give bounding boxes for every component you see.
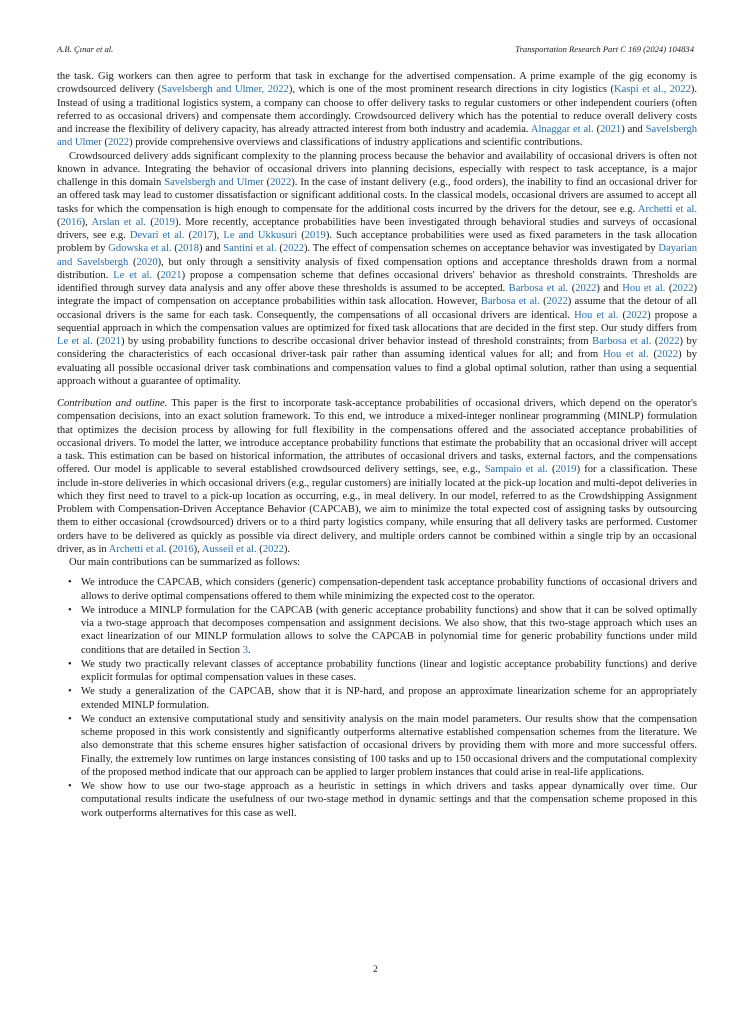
citation-link[interactable]: 2019 bbox=[555, 464, 577, 476]
citation-link[interactable]: 2017 bbox=[192, 230, 214, 241]
list-item: • We study a generalization of the CAPCAB, show that it is NP-hard, and propose an approximate linearization scheme for an appropriately extended MINLP formulation. bbox=[68, 686, 697, 711]
citation-link[interactable]: Devari et al. bbox=[129, 230, 185, 241]
citation-link[interactable]: 2022 bbox=[282, 243, 305, 255]
citation-link[interactable]: 2019 bbox=[153, 216, 175, 228]
citation-link[interactable]: 2022 bbox=[672, 283, 694, 294]
citation-link[interactable]: Sampaio et al. bbox=[484, 464, 548, 476]
running-header bbox=[57, 44, 694, 56]
citation-link[interactable]: 2022 bbox=[626, 309, 648, 321]
citation-link[interactable]: Le et al. bbox=[113, 269, 153, 281]
citation-link[interactable]: Santini et al. bbox=[223, 243, 277, 255]
citation-link[interactable]: Gdowska et al. bbox=[108, 243, 172, 255]
citation-link[interactable]: 2019 bbox=[304, 230, 326, 241]
list-item: • We show how to use our two-stage approach as a heuristic in settings in which drivers and tasks appear dynamically over time. Our computational results indicate the usefulness of our two-stage method in dynamic settings and that the compensation scheme proposed in this work outperforms alternatives for this case as well. bbox=[68, 781, 697, 819]
citation-link[interactable]: Archetti et al. bbox=[108, 543, 167, 555]
citation-link[interactable]: Barbosa et al. bbox=[592, 336, 652, 347]
citation-link[interactable]: 2022 bbox=[657, 349, 679, 361]
citation-link[interactable]: Barbosa et al. bbox=[508, 283, 569, 294]
citation-link[interactable]: Archetti et al. bbox=[637, 203, 697, 215]
citation-link[interactable]: Alnaggar et al. bbox=[530, 124, 594, 135]
paragraph-contribution: Contribution and outline. This paper is the first to incorporate task-acceptance probabilities of occasional drivers, which depend on the operator's compensation decisions, into an exact solution framework. To this end, we introduce a mixed-integer nonlinear programming (MINLP) formulation that optimizes the decision process by allowing for full flexibility in the compensations offered and the associated acceptance probabilities of occasional drivers. To model the latter, we introduce acceptance probability functions that estimate the probability that an occasional driver will accept a task. This estimation can be based on historical information, the attributes of occasional drivers and tasks, external factors, and the compensations offered. Our model is applicable to several established crowdsourced delivery settings, see, e.g., Sampaio et al. (2019) for a classification. These include in-store deliveries in which occasional drivers (e.g., regular customers) are initially located at the pick-up location and multi-depot deliveries in which they first need to travel to a pick-up location as occurring, e.g., in meal delivery. In our model, referred to as the Crowdshipping Assignment Problem with Compensation-Driven Acceptance Behavior (CAPCAB), we aim to minimize the total expected cost of assigning tasks by outsourcing them to either occasional (crowdsourced) drivers or to a third party logistics company, while ensuring that all delivery tasks are performed. Customer orders have to be delivered as quickly as possible via direct delivery, and multiple orders cannot be combined within a single trip by an occasional driver, as in Archetti et al. (2016), Ausseil et al. (2022). bbox=[57, 398, 698, 555]
contributions-list bbox=[57, 576, 697, 820]
bullet-icon: • bbox=[68, 781, 72, 792]
bullet-icon: • bbox=[68, 658, 72, 670]
citation-link[interactable]: 2021 bbox=[160, 269, 182, 281]
bullet-icon: • bbox=[68, 604, 72, 616]
citation-link[interactable]: 2022 bbox=[107, 137, 130, 149]
citation-link[interactable]: 2022 bbox=[575, 283, 597, 294]
citation-link[interactable]: 2020 bbox=[136, 256, 158, 268]
citation-link[interactable]: Hou et al. bbox=[574, 309, 619, 321]
citation-link[interactable]: Savelsbergh and Ulmer bbox=[164, 177, 264, 188]
citation-link[interactable]: 2022 bbox=[658, 336, 680, 347]
citation-link[interactable]: Ausseil et al. bbox=[201, 543, 257, 555]
bullet-icon: • bbox=[68, 577, 72, 589]
citation-link[interactable]: Le et al. bbox=[57, 336, 93, 347]
citation-link[interactable]: 2016 bbox=[172, 543, 194, 555]
citation-link[interactable]: 2021 bbox=[600, 124, 622, 135]
citation-link[interactable]: Savelsbergh and Ulmer bbox=[57, 124, 698, 149]
citation-link[interactable]: Barbosa et al. bbox=[480, 296, 540, 308]
page-body bbox=[57, 70, 697, 821]
citation-link[interactable]: 2016 bbox=[60, 216, 82, 228]
bullet-icon: • bbox=[68, 713, 72, 725]
citation-link[interactable]: Hou et al. bbox=[622, 283, 666, 294]
citation-link[interactable]: Savelsbergh and Ulmer, 2022 bbox=[161, 84, 289, 96]
citation-link[interactable]: Le and Ukkusuri bbox=[223, 230, 298, 241]
citation-link[interactable]: Arslan et al. bbox=[91, 216, 147, 228]
page-number: 2 bbox=[373, 965, 378, 975]
citation-link[interactable]: Kaspi et al., 2022 bbox=[614, 84, 691, 96]
paragraph-intro: the task. Gig workers can then agree to perform that task in exchange for the advertised compensation. A prime example of the gig economy is crowdsourced delivery (Savelsbergh and Ulmer, 2022), which is one of the most prominent research directions in city logistics (Kaspi et al., 2022). Instead of using a traditional logistics system, a company can choose to offer delivery tasks to regular customers or other independent couriers (often referred to as occasional drivers) and compensate them accordingly. Crowdsourced delivery which has the potential to reduce overall delivery costs and increase the flexibility of delivery capacity, has already attracted interest from both industry and academia. Alnaggar et al. (2021) and Savelsbergh and Ulmer (2022) provide comprehensive overviews and classifications of industry applications and scientific contributions. bbox=[57, 71, 698, 149]
citation-link[interactable]: 2022 bbox=[546, 296, 568, 308]
citation-link[interactable]: 2018 bbox=[177, 243, 199, 255]
list-item: • We introduce a MINLP formulation for the CAPCAB (with generic acceptance probability functions) and show that it can be solved optimally via a two-stage approach that decomposes compensation and assignment decisions. We also show, that this two-stage approach which uses an exact linearization of our MINLP formulation allows to solve the CAPCAB in polynomial time for generic probability functions under mild conditions that are detailed in Section 3. bbox=[68, 604, 697, 656]
bullet-icon: • bbox=[68, 686, 72, 698]
citation-link[interactable]: Dayarian and Savelsbergh bbox=[57, 243, 698, 268]
citation-link[interactable]: 2022 bbox=[262, 543, 284, 555]
citation-link[interactable]: 2022 bbox=[270, 177, 292, 188]
section-link[interactable]: 3 bbox=[242, 644, 248, 656]
paragraph-summary-intro: Our main contributions can be summarized as follows: bbox=[69, 557, 301, 568]
paragraph-complexity: Crowdsourced delivery adds significant complexity to the planning process because the behavior and availability of occasional drivers is often not known in advance. Integrating the behavior of occasional drivers into planning decisions, especially with respect to task acceptance, is a major challenge in this domain Savelsbergh and Ulmer (2022). In the case of instant delivery (e.g., food orders), the inability to find an occasional driver for an offered task may lead to customer dissatisfaction or significant additional costs. In the classical models, occasional drivers are assumed to accept all tasks for which the compensation is high enough to compensate for the additional costs incurred by the drivers for the detour, see e.g. Archetti et al. (2016), Arslan et al. (2019). More recently, acceptance probabilities have been investigated through behavioral studies and surveys of occasional drivers, see e.g. Devari et al. (2017), Le and Ukkusuri (2019). Such acceptance probabilities were used as fixed parameters in the task allocation problem by Gdowska et al. (2018) and Santini et al. (2022). The effect of compensation schemes on acceptance behavior was investigated by Dayarian and Savelsbergh (2020), but only through a sensitivity analysis of fixed compensation options and acceptance thresholds drawn from a normal distribution. Le et al. (2021) propose a compensation scheme that defines occasional drivers' behavior as threshold constraints. Thresholds are identified through survey data analysis and any offer above these thresholds is assumed to be accepted. Barbosa et al. (2022) and Hou et al. (2022) integrate the impact of compensation on acceptance probabilities within task allocation. However, Barbosa et al. (2022) assume that the detour of all occasional drivers is the same for each task. Consequently, the compensations of all occasional drivers are identical. Hou et al. (2022) propose a sequential approach in which the compensation values are optimized for fixed task allocations that are decided in the first step. Our study differs from Le et al. (2021) by using probability functions to describe occasional driver behavior instead of threshold constraints; from Barbosa et al. (2022) by considering the characteristics of each occasional driver-task pair rather than assuming identical values for all; and from Hou et al. (2022) by evaluating all possible occasional driver task combinations and compensation values to find a global optimal solution, rather than using a sequential approach without a guarantee of optimality. bbox=[57, 150, 698, 387]
citation-link[interactable]: Hou et al. bbox=[603, 349, 649, 361]
citation-link[interactable]: 2021 bbox=[99, 336, 121, 347]
run-in-title: Contribution and outline. bbox=[57, 398, 168, 409]
list-item: • We introduce the CAPCAB, which considers (generic) compensation-dependent task acceptance probability functions of occasional drivers and allows to derive optimal compensations offered to them while minimizing the expected cost to the operator. bbox=[68, 577, 697, 602]
list-item: • We conduct an extensive computational study and sensitivity analysis on the main model parameters. Our results show that the compensation scheme proposed in this work consistently and significantly outperforms alternative established compensation schemes from the literature. We also demonstrate that this scheme ensures higher satisfaction of occasional drivers by providing them with more and more successful offers. Finally, the extremely low runtimes on large instances consisting of 100 tasks and up to 150 occasional drivers and the computational complexity of the proposed method indicate that our approach can be applied to larger problem instances that could arise in real-life applications. bbox=[68, 713, 697, 778]
list-item: • We study two practically relevant classes of acceptance probability functions (linear and logistic acceptance probability functions) and derive explicit formulas for optimal compensation values in these cases. bbox=[68, 658, 697, 683]
header-authors: A.B. Çınar et al. bbox=[57, 44, 114, 54]
header-journal: Transportation Research Part C 169 (2024) 104834 bbox=[515, 44, 694, 54]
